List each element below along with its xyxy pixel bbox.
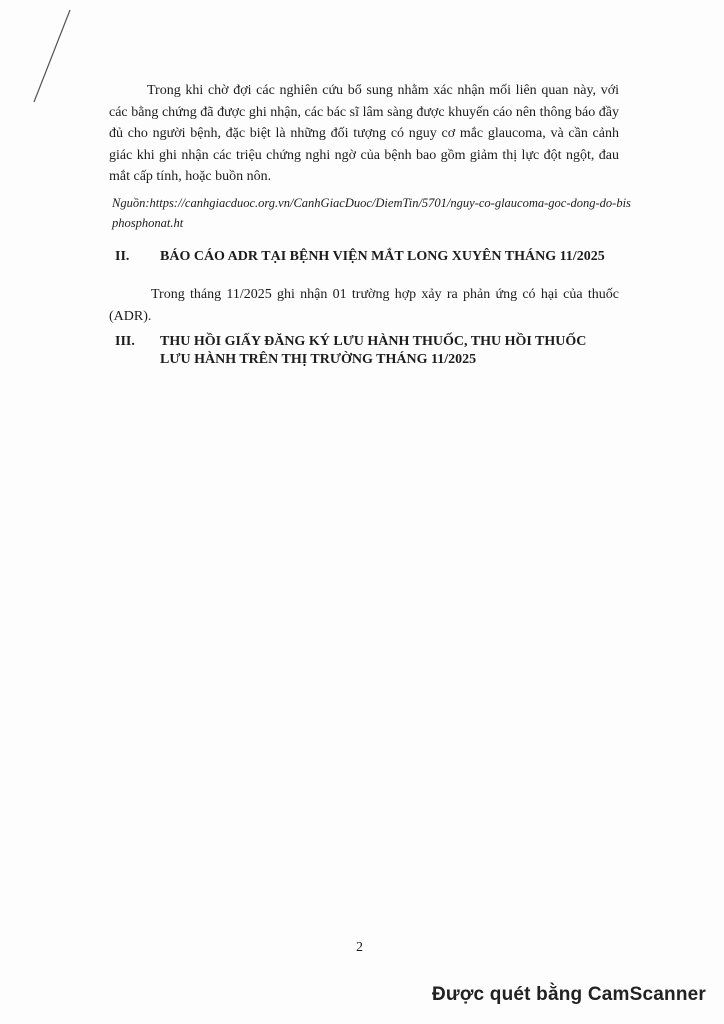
- source-reference: Nguồn:https://canhgiacduoc.org.vn/CanhGiacDuoc/DiemTin/5701/nguy-co-glaucoma-goc-dong-do-bisphosphonat.ht: [112, 196, 631, 230]
- section-number: III.: [115, 334, 135, 349]
- section-heading-ii: [115, 248, 635, 268]
- section-heading-iii: [115, 333, 635, 373]
- section-number: II.: [115, 249, 130, 264]
- paragraph-glaucoma-warning: Trong khi chờ đợi các nghiên cứu bổ sung nhằm xác nhận mối liên quan này, với các bằng chứng đã được ghi nhận, các bác sĩ lâm sàng được khuyến cáo nên thông báo đầy đủ cho người bệnh, đặc biệt là những đối tượng có nguy cơ mắc glaucoma, và cần cảnh giác khi ghi nhận các triệu chứng nghi ngờ của bệnh bao gồm giảm thị lực đột ngột, đau mắt cấp tính, hoặc buồn nôn.: [109, 83, 619, 184]
- page-number: 2: [356, 940, 363, 955]
- section-title: BÁO CÁO ADR TẠI BỆNH VIỆN MẮT LONG XUYÊN THÁNG 11/2025: [160, 249, 605, 264]
- scan-edge-line: [20, 8, 80, 108]
- section-title: THU HỒI GIẤY ĐĂNG KÝ LƯU HÀNH THUỐC, THU HỒI THUỐC LƯU HÀNH TRÊN THỊ TRƯỜNG THÁNG 11/2025: [160, 334, 587, 367]
- paragraph-adr-report: Trong tháng 11/2025 ghi nhận 01 trường hợp xảy ra phản ứng có hại của thuốc (ADR).: [109, 287, 619, 324]
- camscanner-watermark: Được quét bằng CamScanner: [431, 984, 706, 1005]
